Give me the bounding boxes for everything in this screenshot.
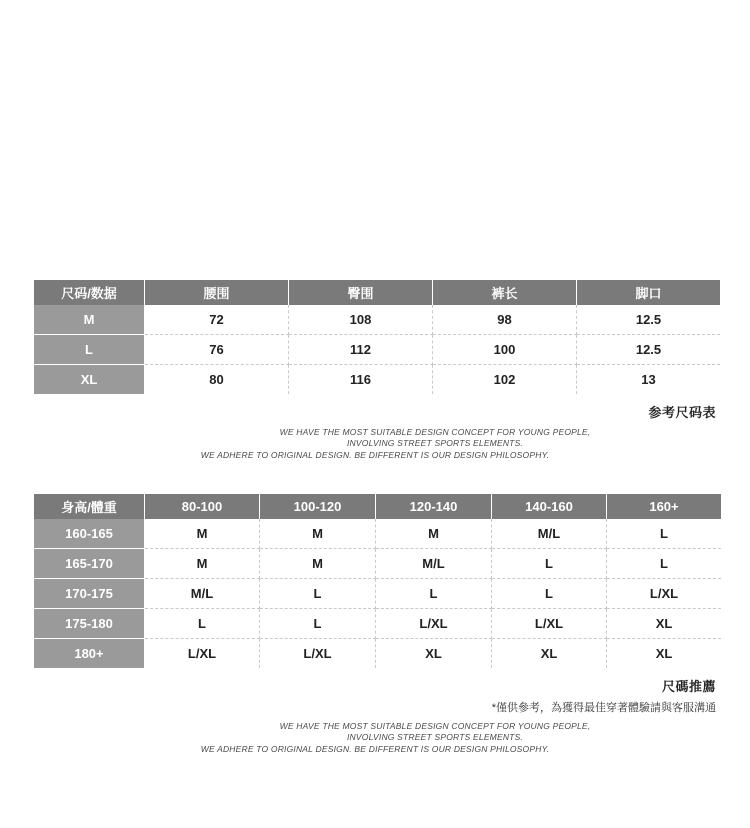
size-table-cell-0-1: 108 <box>289 305 433 335</box>
size-table-header-4: 脚口 <box>577 280 721 305</box>
recommend-table-header-4: 140-160 <box>492 494 607 519</box>
table-row <box>34 549 721 579</box>
table-row <box>34 305 720 335</box>
recommend-table-row-label-3: 175-180 <box>34 609 145 639</box>
size-table-row-label-2: XL <box>34 365 145 395</box>
size-table <box>34 280 720 394</box>
recommend-table-cell-4-0: L/XL <box>145 639 260 669</box>
size-table-english-note <box>34 427 716 461</box>
size-table-header-0: 尺码/数据 <box>34 280 145 305</box>
recommend-table-header-0: 身高/體重 <box>34 494 145 519</box>
recommend-table-cell-4-4: XL <box>607 639 722 669</box>
recommend-table-body <box>34 519 721 668</box>
size-table-cell-1-0: 76 <box>145 335 289 365</box>
recommend-table-cell-3-4: XL <box>607 609 722 639</box>
recommend-table-row-label-4: 180+ <box>34 639 145 669</box>
recommend-table-cell-0-0: M <box>145 519 260 549</box>
recommend-table-cell-4-2: XL <box>376 639 492 669</box>
english-line-3: WE ADHERE TO ORIGINAL DESIGN. BE DIFFERENT IS OUR DESIGN PHILOSOPHY. <box>200 743 550 754</box>
recommend-table-cell-3-0: L <box>145 609 260 639</box>
table-row <box>34 609 721 639</box>
size-table-cell-0-3: 12.5 <box>577 305 721 335</box>
size-table-header-2: 臀围 <box>289 280 433 305</box>
recommend-table-block <box>34 494 716 755</box>
english-line-1: WE HAVE THE MOST SUITABLE DESIGN CONCEPT FOR YOUNG PEOPLE, <box>279 721 591 731</box>
table-header-row <box>34 494 721 519</box>
size-table-row-label-0: M <box>34 305 145 335</box>
table-row <box>34 365 720 395</box>
recommend-table-cell-1-0: M <box>145 549 260 579</box>
recommend-table-caption: 尺碼推薦 <box>661 679 716 694</box>
table-row <box>34 639 721 669</box>
table-row <box>34 579 721 609</box>
recommend-table-cell-0-2: M <box>376 519 492 549</box>
size-table-cell-0-2: 98 <box>433 305 577 335</box>
recommend-table-cell-2-3: L <box>492 579 607 609</box>
size-table-cell-2-0: 80 <box>145 365 289 395</box>
size-table-cell-0-0: 72 <box>145 305 289 335</box>
recommend-table-cell-3-2: L/XL <box>376 609 492 639</box>
size-table-cell-1-1: 112 <box>289 335 433 365</box>
size-table-header-3: 裤长 <box>433 280 577 305</box>
recommend-table-cell-2-4: L/XL <box>607 579 722 609</box>
size-table-block <box>34 280 716 461</box>
english-line-2: INVOLVING STREET SPORTS ELEMENTS. <box>346 732 523 743</box>
size-table-cell-1-3: 12.5 <box>577 335 721 365</box>
size-table-header-1: 腰围 <box>145 280 289 305</box>
recommend-table-row-label-1: 165-170 <box>34 549 145 579</box>
recommend-table-header-3: 120-140 <box>376 494 492 519</box>
recommend-table-cell-2-1: L <box>260 579 376 609</box>
recommend-table-header <box>34 494 721 519</box>
recommend-table-cell-4-1: L/XL <box>260 639 376 669</box>
recommend-table-cell-3-1: L <box>260 609 376 639</box>
recommend-table-note: *僅供參考，為獲得最佳穿著體驗請與客服溝通 <box>491 702 716 714</box>
recommend-table-row-label-2: 170-175 <box>34 579 145 609</box>
recommend-table-row-label-0: 160-165 <box>34 519 145 549</box>
recommend-table-cell-1-4: L <box>607 549 722 579</box>
recommend-table-header-2: 100-120 <box>260 494 376 519</box>
recommend-table-cell-4-3: XL <box>492 639 607 669</box>
recommend-table-cell-2-0: M/L <box>145 579 260 609</box>
recommend-table-cell-1-2: M/L <box>376 549 492 579</box>
recommend-table-cell-0-1: M <box>260 519 376 549</box>
table-row <box>34 519 721 549</box>
recommend-table-english-note <box>34 721 716 755</box>
table-row <box>34 335 720 365</box>
english-line-1: WE HAVE THE MOST SUITABLE DESIGN CONCEPT FOR YOUNG PEOPLE, <box>279 427 591 437</box>
english-line-2: INVOLVING STREET SPORTS ELEMENTS. <box>346 438 523 449</box>
size-table-cell-2-1: 116 <box>289 365 433 395</box>
recommend-table-cell-3-3: L/XL <box>492 609 607 639</box>
recommend-table <box>34 494 721 668</box>
english-line-3: WE ADHERE TO ORIGINAL DESIGN. BE DIFFERENT IS OUR DESIGN PHILOSOPHY. <box>200 449 550 460</box>
recommend-table-header-5: 160+ <box>607 494 722 519</box>
size-table-cell-2-2: 102 <box>433 365 577 395</box>
size-table-cell-1-2: 100 <box>433 335 577 365</box>
recommend-table-header-1: 80-100 <box>145 494 260 519</box>
size-table-body <box>34 305 720 394</box>
recommend-table-cell-0-4: L <box>607 519 722 549</box>
recommend-table-cell-0-3: M/L <box>492 519 607 549</box>
size-table-header <box>34 280 720 305</box>
size-table-row-label-1: L <box>34 335 145 365</box>
size-table-caption: 参考尺码表 <box>648 405 716 420</box>
table-header-row <box>34 280 720 305</box>
recommend-table-cell-2-2: L <box>376 579 492 609</box>
size-table-cell-2-3: 13 <box>577 365 721 395</box>
recommend-table-cell-1-3: L <box>492 549 607 579</box>
recommend-table-cell-1-1: M <box>260 549 376 579</box>
